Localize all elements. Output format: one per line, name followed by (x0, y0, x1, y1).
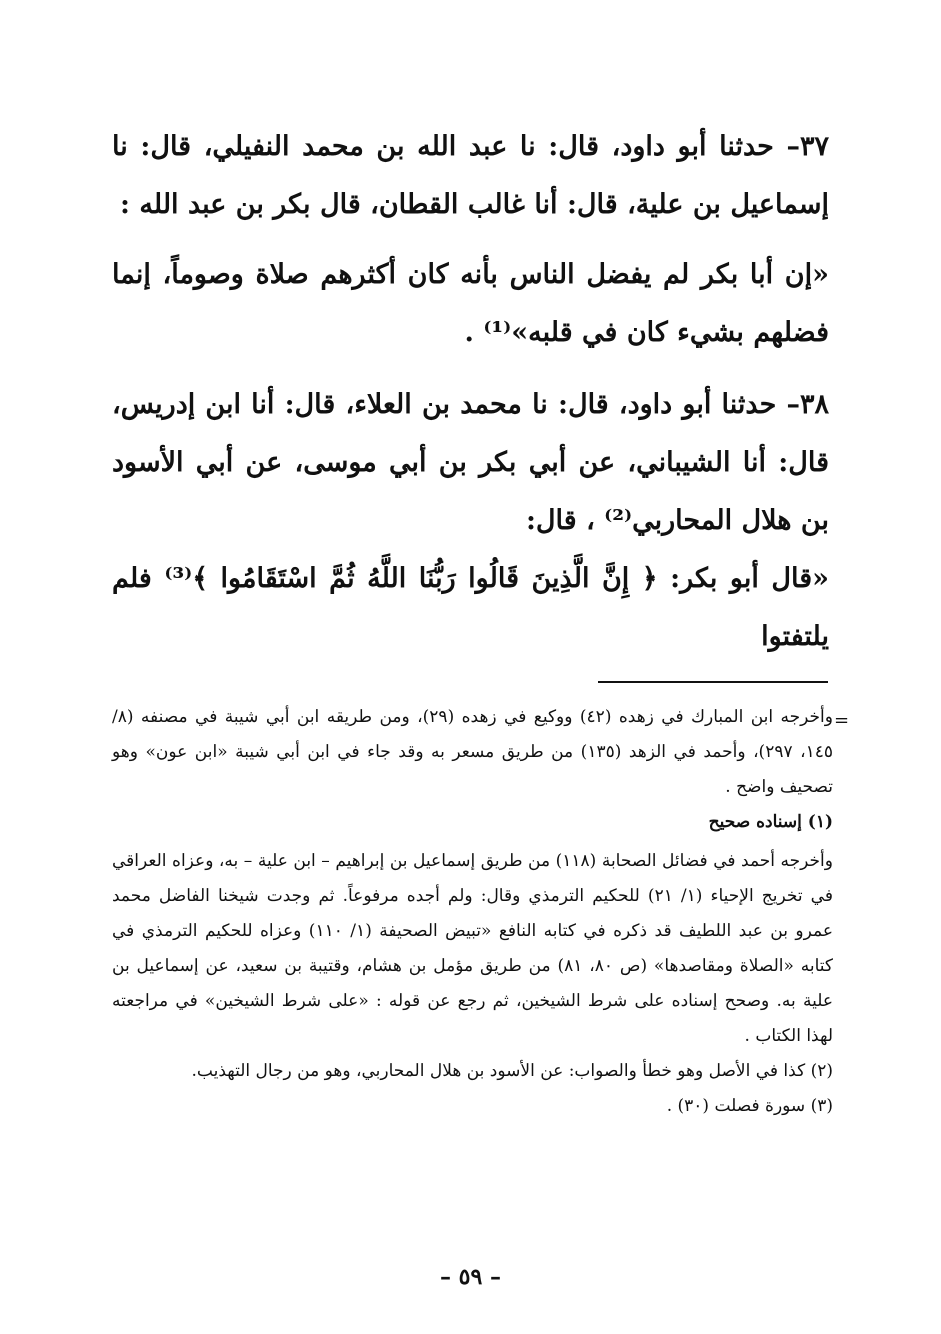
continuation-mark: = (834, 710, 850, 731)
footnote-1-body: وأخرجه أحمد في فضائل الصحابة (١١٨) من طريق إسماعيل بن إبراهيم – ابن علية – به، وعزاه العراقي في تخريج الإحياء (١/ ٢١) للحكيم الترمذي وقال: ولم أجده مرفوعاً. ثم وجدت شيخنا الفاضل محمد عمرو بن عبد اللطيف قد ذكره في كتابه النافع «تبيض الصحيفة (١/ ١١٠) وعزاه للحكيم الترمذي في كتابه «الصلاة ومقاصدها» (ص ٨٠، ٨١) من طريق مؤمل بن هشام، وقتيبة بن سعيد، عن إسماعيل بن علية به. وصحح إسناده على شرط الشيخين، ثم رجع عن قوله : «على شرط الشيخين» في مراجعته لهذا الكتاب . (112, 851, 833, 1046)
main-text (112, 118, 829, 666)
footnotes (112, 700, 833, 1124)
hadith-38-quote: «قال أبو بكر: ﴿ إِنَّ الَّذِينَ قَالُوا رَبُّنَا اللَّهُ ثُمَّ اسْتَقَامُوا ﴾⁽³⁾ فلم يلتفتوا (112, 563, 829, 652)
hadith-38: ٣٨– حدثنا أبو داود، قال: نا محمد بن العلاء، قال: أنا ابن إدريس، قال: أنا الشيباني، عن أبي بكر بن أبي موسى، عن أبي الأسود بن هلال المحاربي⁽²⁾ ، قال: (112, 389, 829, 536)
page-number: – ٥٩ – (440, 1264, 501, 1290)
footnote-continuation: وأخرجه ابن المبارك في زهده (٤٢) ووكيع في زهده (٢٩)، ومن طريقه ابن أبي شيبة في مصنفه (٨/ ١٤٥، ٢٩٧)، وأحمد في الزهد (١٣٥) من طريق مسعر به وقد جاء في ابن أبي شيبة «ابن عون» وهو تصحيف واضح . (112, 707, 833, 797)
footnote-1-heading: (١) إسناده صحيح (708, 812, 833, 832)
hadith-37: ٣٧– حدثنا أبو داود، قال: نا عبد الله بن محمد النفيلي، قال: نا إسماعيل بن علية، قال: أنا غالب القطان، قال بكر بن عبد الله : (112, 131, 829, 220)
footnote-separator (598, 681, 828, 683)
hadith-37-quote: «إن أبا بكر لم يفضل الناس بأنه كان أكثرهم صلاة وصوماً، إنما فضلهم بشيء كان في قلبه»⁽¹⁾ . (112, 259, 829, 348)
footnote-2: (٢) كذا في الأصل وهو خطأ والصواب: عن الأسود بن هلال المحاربي، وهو من رجال التهذيب. (191, 1061, 833, 1081)
footnote-3: (٣) سورة فصلت (٣٠) . (666, 1096, 833, 1116)
